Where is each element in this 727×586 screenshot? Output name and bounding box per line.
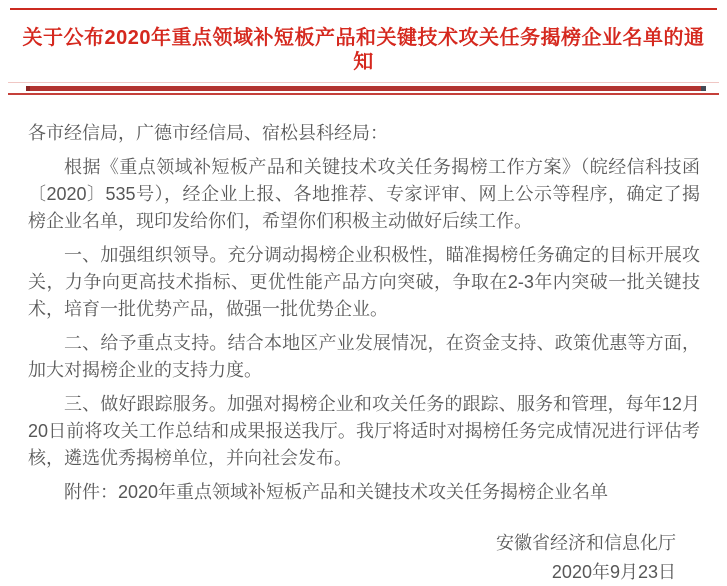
attachment-line: 附件：2020年重点领域补短板产品和关键技术攻关任务揭榜企业名单	[64, 482, 609, 502]
signature-date: 2020年9月23日	[551, 562, 676, 582]
paragraph-intro: 根据《重点领域补短板产品和关键技术攻关任务揭榜工作方案》（皖经信科技函〔2020〕535号），经企业上报、各地推荐、专家评审、网上公示等程序，确定了揭榜企业名单，现印发给你们，希望你们积极主动做好后续工作。	[28, 157, 700, 231]
paragraph-item-2: 二、给予重点支持。结合本地区产业发展情况，在资金支持、政策优惠等方面，加大对揭榜企业的支持力度。	[28, 333, 700, 380]
signature-block	[28, 529, 700, 586]
header-top-rule	[10, 8, 717, 10]
document-title: 关于公布2020年重点领域补短板产品和关键技术攻关任务揭榜企业名单的通知	[22, 27, 705, 73]
separator-thin-rule	[8, 93, 719, 95]
salutation-line: 各市经信局，广德市经信局、宿松县科经局：	[28, 123, 388, 143]
document-body	[0, 120, 727, 586]
title-separator	[0, 82, 727, 95]
paragraph-item-1: 一、加强组织领导。充分调动揭榜企业积极性，瞄准揭榜任务确定的目标开展攻关，力争向更高技术指标、更优性能产品方向突破，争取在2-3年内突破一批关键技术，培育一批优势产品，做强一批优势企业。	[28, 245, 700, 319]
signature-department: 安徽省经济和信息化厅	[496, 533, 676, 553]
paragraph-item-3: 三、做好跟踪服务。加强对揭榜企业和攻关任务的跟踪、服务和管理，每年12月20日前将攻关工作总结和成果报送我厅。我厅将适时对揭榜任务完成情况进行评估考核，遴选优秀揭榜单位，并向社会发布。	[28, 394, 700, 468]
separator-thick-rule	[26, 86, 706, 91]
notice-document	[0, 8, 727, 582]
separator-light-rule	[8, 82, 719, 83]
